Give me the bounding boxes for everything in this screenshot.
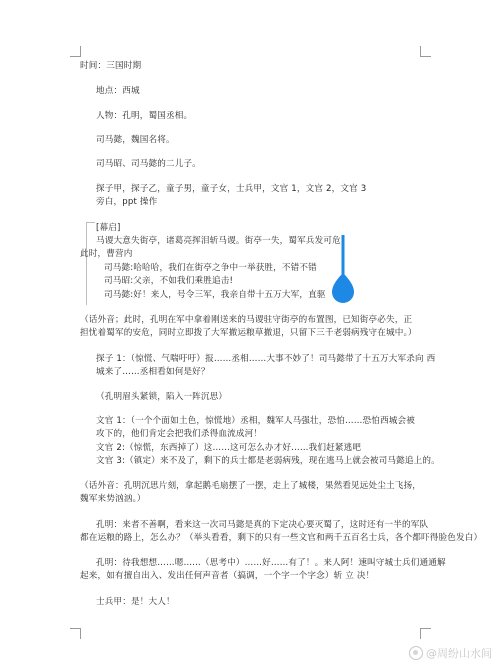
dialogue-line: 城来了……丞相看如何是好？ <box>96 367 210 377</box>
character-line: 司马昭、司马懿的二儿子。 <box>96 159 201 169</box>
time-line: 时间：三国时期 <box>80 61 142 71</box>
character-line: 探子甲，探子乙，童子男，童子女，士兵甲，文官 1，文官 2，文官 3 <box>96 184 367 194</box>
character-line: 旁白，ppt 操作 <box>96 197 158 207</box>
dialogue-line: 探子 1：（惊慌、气喘吁吁）报……丞相……大事不妙了！司马懿带了十五万大军杀向 西 <box>96 354 436 364</box>
place-line: 地点：西城 <box>96 86 140 96</box>
characters-line: 人物：孔明，蜀国丞相。 <box>96 111 193 121</box>
watermark <box>409 645 492 661</box>
narration-line: （话外音：孔明沉思片刻，拿起鹅毛扇摆了一摆，走上了城楼，果然看见远处尘土飞扬， <box>80 481 422 491</box>
watermark-logo-icon <box>409 646 423 660</box>
dialogue-line: 起来，如有擅自出入、发出任何声音者（搞调，一个字一个字念）斩 立 决！ <box>80 571 375 581</box>
watermark-text: @周纷山水间 <box>426 647 492 660</box>
narration-line: （话外音；此时，孔明在军中拿着刚送来的马谡驻守街亭的布置图，已知街亭必失，正 <box>80 315 413 325</box>
narration-line: 魏军来势汹汹。） <box>80 494 146 504</box>
dialogue-line: 都在运粮的路上，怎么办？（举头看看，剩下的只有一些文官和两千五百名士兵，各个都吓得脸色发白） <box>80 533 483 543</box>
crop-mark-top-left <box>70 46 81 57</box>
dialogue-line: 孔明：来者不善啊，看来这一次司马懿是真的下定决心要灭蜀了，这时还有一半的军队 <box>96 520 429 530</box>
crop-mark-top-right <box>420 46 431 57</box>
stage-direction: （孔明眉头紧锁，陷入一阵沉思） <box>96 392 228 402</box>
dialogue-line: 文官 3:（镇定）来不及了，剩下的兵士都是老弱病残，现在逃马上就会被司马懿追上的。 <box>96 456 440 466</box>
dialogue-line: 文官 1：（一个个面如土色，惊慌地）丞相，魏军人马强壮，恐怕……恐怕西城会被 <box>96 416 415 426</box>
crop-mark-bottom-right <box>420 628 431 639</box>
narration-line: 马谡大意失街亭，诸葛亮挥泪斩马谡。街亭一失，蜀军兵发可危 <box>96 236 341 246</box>
narration-line: 担忧着蜀军的安危，同时立即拨了大军撤运粮草撤退，只留下三千老弱病残守在城中。） <box>80 328 417 338</box>
dialogue-line: 司马昭:父亲，不如我们乘胜追击! <box>104 276 234 286</box>
dialogue-line: 文官 2:（惊慌，东西掉了）这……这可怎么办才好……我们赶紧逃吧 <box>96 443 362 453</box>
scene-bracket <box>86 222 95 305</box>
dialogue-line: 士兵甲：是！大人！ <box>96 597 175 607</box>
map-pin-icon <box>327 235 359 307</box>
dialogue-line: 司马懿:好！来人，号令三军，我亲自带十五万大军，直驱 <box>104 290 326 300</box>
crop-mark-bottom-left <box>70 628 81 639</box>
dialogue-line: 攻下的，他们肯定会把我们杀得血流成河！ <box>96 429 263 439</box>
dialogue-line: 孔明：待我想想……嗯……（思考中）……好……有了！。来人阿！速叫守城士兵们通通解 <box>96 558 446 568</box>
dialogue-line: 司马懿:哈哈哈，我们在街亭之争中一举获胜，不错不错 <box>104 263 317 273</box>
narration-line: 此时，曹营内 <box>80 249 133 259</box>
scene-heading: [幕启] <box>96 223 121 233</box>
character-line: 司马懿，魏国名将。 <box>96 135 175 145</box>
